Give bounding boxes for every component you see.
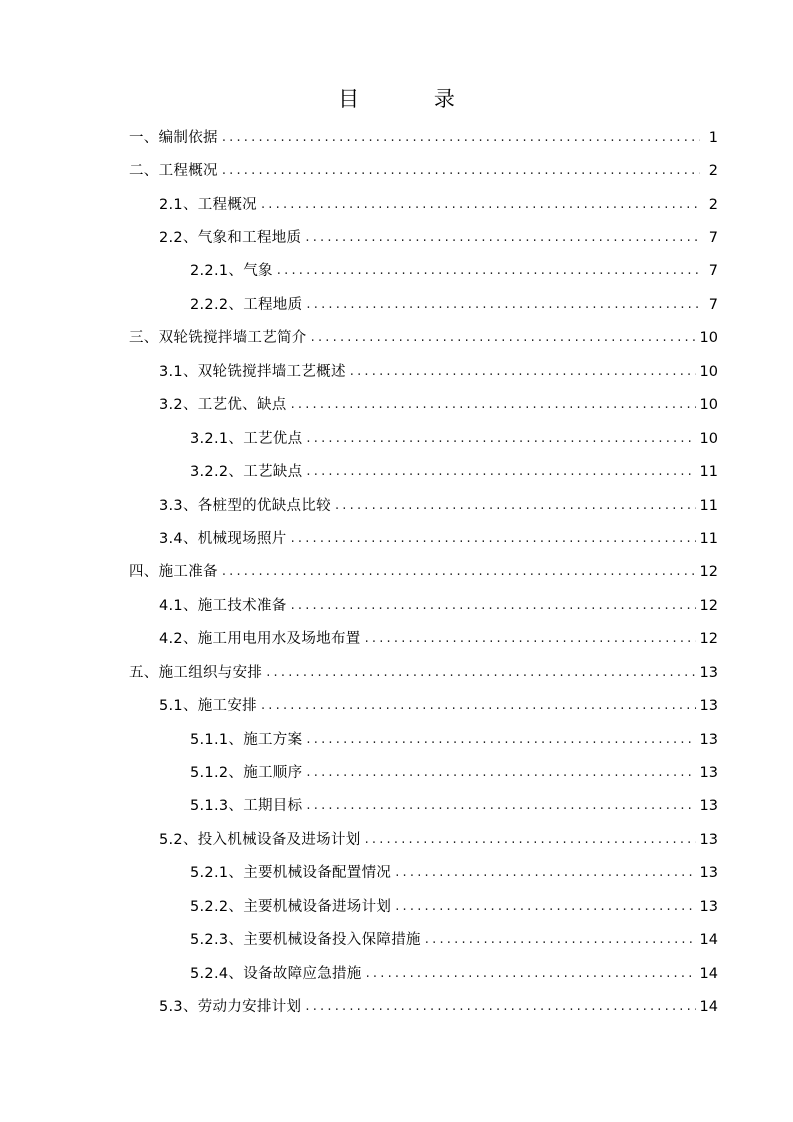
toc-entry-label: 2.2.2、工程地质 [190, 296, 303, 313]
toc-dot-leader [306, 296, 700, 314]
toc-entry-label: 三、双轮铣搅拌墙工艺简介 [129, 330, 307, 347]
toc-entry-page-number: 11 [699, 530, 718, 547]
toc-entry-page-number: 12 [699, 631, 718, 648]
toc-entry-page-number: 10 [699, 330, 718, 347]
toc-entry-page-number: 12 [699, 564, 718, 581]
toc-entry-label: 二、工程概况 [129, 163, 218, 180]
toc-dot-leader [222, 162, 700, 180]
toc-dot-leader [425, 931, 696, 949]
toc-entry[interactable] [0, 522, 793, 555]
toc-entry[interactable] [0, 924, 793, 957]
toc-entry[interactable] [0, 756, 793, 789]
toc-dot-leader [277, 262, 700, 280]
toc-entry[interactable] [0, 823, 793, 856]
toc-entry[interactable] [0, 322, 793, 355]
toc-dot-leader [291, 530, 696, 548]
toc-entry[interactable] [0, 455, 793, 488]
toc-entry[interactable] [0, 689, 793, 722]
toc-entry-label: 3.2.1、工艺优点 [190, 430, 303, 447]
toc-entry-page-number: 13 [699, 865, 718, 882]
toc-dot-leader [365, 630, 696, 648]
toc-entry-page-number: 10 [699, 363, 718, 380]
toc-dot-leader [222, 129, 700, 147]
toc-entry[interactable] [0, 188, 793, 221]
toc-entry-page-number: 13 [699, 698, 718, 715]
toc-entry[interactable] [0, 957, 793, 990]
toc-dot-leader [311, 329, 696, 347]
toc-entry-page-number: 13 [699, 765, 718, 782]
toc-entry[interactable] [0, 355, 793, 388]
toc-dot-leader [395, 864, 695, 882]
toc-dot-leader [291, 597, 696, 615]
toc-entry-page-number: 12 [699, 597, 718, 614]
toc-entry-label: 2.2、气象和工程地质 [159, 230, 302, 247]
toc-dot-leader [305, 998, 695, 1016]
toc-entry-page-number: 14 [699, 932, 718, 949]
toc-entry-label: 5.2.4、设备故障应急措施 [190, 965, 362, 982]
toc-entry[interactable] [0, 288, 793, 321]
toc-entry-label: 5.2、投入机械设备及进场计划 [159, 831, 361, 848]
toc-entry-label: 一、编制依据 [129, 129, 218, 146]
toc-dot-leader [306, 764, 695, 782]
toc-dot-leader [365, 831, 696, 849]
toc-entry[interactable] [0, 623, 793, 656]
toc-dot-leader [306, 430, 695, 448]
toc-entry[interactable] [0, 221, 793, 254]
toc-entry[interactable] [0, 589, 793, 622]
toc-entry-label: 4.1、施工技术准备 [159, 597, 287, 614]
toc-dot-leader [291, 396, 696, 414]
toc-entry-label: 3.2、工艺优、缺点 [159, 397, 287, 414]
toc-dot-leader [261, 196, 700, 214]
toc-dot-leader [306, 463, 695, 481]
toc-entry-page-number: 13 [699, 664, 718, 681]
toc-entry-page-number: 14 [699, 999, 718, 1016]
toc-entry[interactable] [0, 255, 793, 288]
table-of-contents [0, 121, 793, 1024]
toc-entry-label: 五、施工组织与安排 [129, 664, 263, 681]
toc-entry-page-number: 1 [708, 129, 718, 146]
toc-dot-leader [222, 563, 696, 581]
toc-entry[interactable] [0, 790, 793, 823]
toc-entry[interactable] [0, 723, 793, 756]
toc-entry-label: 3.4、机械现场照片 [159, 530, 287, 547]
toc-entry-page-number: 7 [708, 296, 718, 313]
toc-title: 目 录 [338, 87, 489, 111]
toc-entry-page-number: 7 [708, 263, 718, 280]
toc-entry-page-number: 10 [699, 430, 718, 447]
toc-entry-label: 3.1、双轮铣搅拌墙工艺概述 [159, 363, 346, 380]
toc-dot-leader [306, 731, 695, 749]
toc-entry-label: 2.1、工程概况 [159, 196, 257, 213]
toc-dot-leader [261, 697, 696, 715]
toc-entry-label: 5.2.3、主要机械设备投入保障措施 [190, 932, 421, 949]
toc-entry-label: 4.2、施工用电用水及场地布置 [159, 631, 361, 648]
toc-entry[interactable] [0, 990, 793, 1023]
toc-entry[interactable] [0, 857, 793, 890]
toc-entry-page-number: 13 [699, 898, 718, 915]
toc-entry[interactable] [0, 154, 793, 187]
toc-entry-label: 5.2.1、主要机械设备配置情况 [190, 865, 392, 882]
toc-entry-label: 3.2.2、工艺缺点 [190, 464, 303, 481]
toc-entry-label: 5.2.2、主要机械设备进场计划 [190, 898, 392, 915]
toc-dot-leader [335, 497, 696, 515]
toc-dot-leader [350, 363, 696, 381]
toc-entry-page-number: 13 [699, 831, 718, 848]
toc-dot-leader [266, 664, 695, 682]
toc-entry-label: 5.1.2、施工顺序 [190, 765, 303, 782]
toc-entry[interactable] [0, 656, 793, 689]
toc-entry-page-number: 13 [699, 731, 718, 748]
toc-dot-leader [395, 898, 695, 916]
toc-entry-page-number: 14 [699, 965, 718, 982]
toc-entry-label: 5.1.3、工期目标 [190, 798, 303, 815]
toc-entry-page-number: 11 [699, 464, 718, 481]
toc-entry[interactable] [0, 556, 793, 589]
toc-entry-page-number: 2 [708, 196, 718, 213]
toc-entry-label: 5.3、劳动力安排计划 [159, 999, 302, 1016]
toc-entry-page-number: 13 [699, 798, 718, 815]
toc-dot-leader [306, 797, 695, 815]
toc-dot-leader [366, 965, 696, 983]
toc-entry-page-number: 10 [699, 397, 718, 414]
toc-entry-page-number: 11 [699, 497, 718, 514]
toc-entry-label: 5.1.1、施工方案 [190, 731, 303, 748]
toc-entry[interactable] [0, 422, 793, 455]
toc-entry-label: 5.1、施工安排 [159, 698, 257, 715]
toc-entry-label: 四、施工准备 [129, 564, 218, 581]
toc-entry-label: 3.3、各桩型的优缺点比较 [159, 497, 331, 514]
toc-entry[interactable] [0, 389, 793, 422]
toc-entry-page-number: 2 [708, 163, 718, 180]
toc-dot-leader [305, 229, 700, 247]
toc-entry-label: 2.2.1、气象 [190, 263, 273, 280]
toc-entry[interactable] [0, 489, 793, 522]
toc-entry[interactable] [0, 121, 793, 154]
toc-entry[interactable] [0, 890, 793, 923]
toc-entry-page-number: 7 [708, 230, 718, 247]
